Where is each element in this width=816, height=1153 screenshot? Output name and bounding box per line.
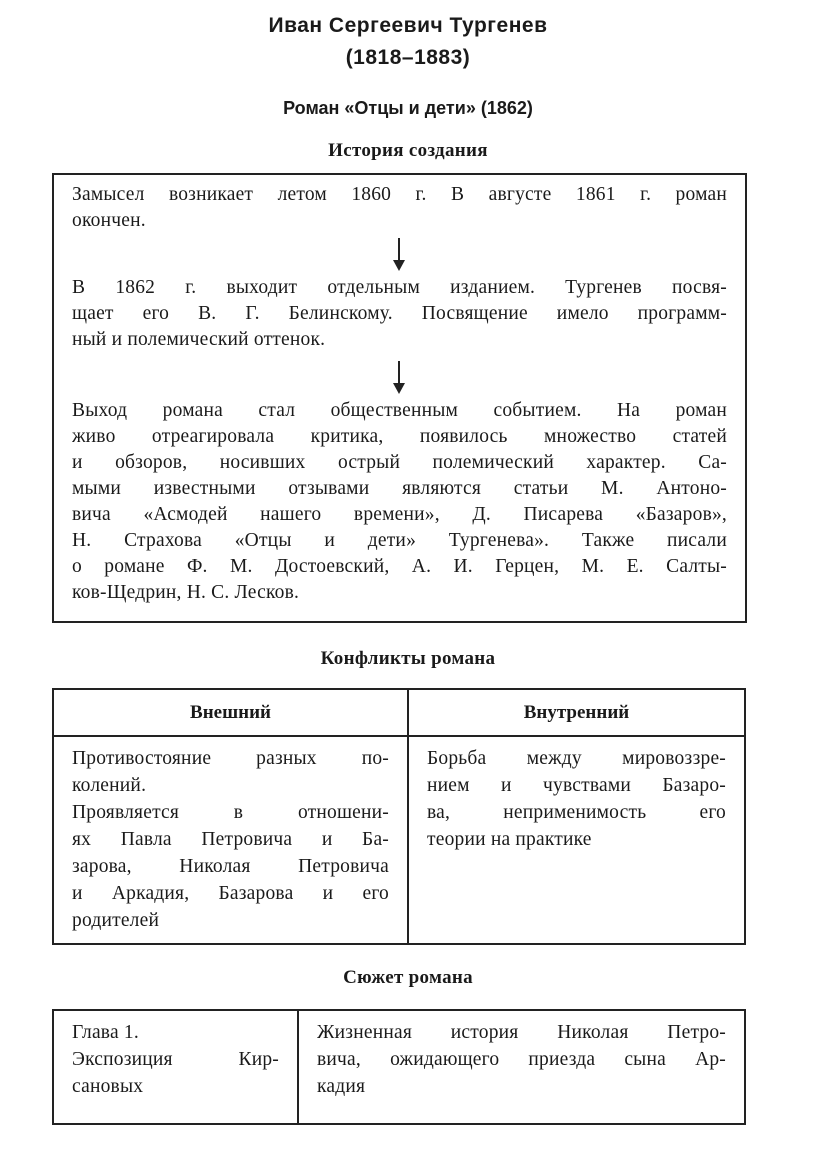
text-line: Н. Страхова «Отцы и дети» Тургенева». Также писали: [72, 530, 727, 551]
text-line: Борьба между мировоззре-: [427, 748, 726, 769]
history-paragraph-3: [72, 398, 727, 606]
text-line: колений.: [72, 775, 147, 796]
text-line: живо отреагировала критика, появилось множество статей: [72, 426, 727, 447]
text-line: ный и полемический оттенок.: [72, 329, 326, 350]
plot-description-text: [299, 1011, 744, 1100]
plot-chapter-text: [54, 1011, 297, 1100]
history-paragraph-2: [72, 275, 727, 353]
text-line: В 1862 г. выходит отдельным изданием. Тургенев посвя-: [72, 277, 727, 298]
text-line: теории на практике: [427, 829, 592, 850]
plot-heading: Сюжет романа: [343, 967, 473, 988]
external-conflict-header: Внешний: [53, 689, 408, 736]
external-conflict-text: [54, 737, 407, 934]
table-row: [53, 689, 745, 736]
text-line: вича «Асмодей нашего времени», Д. Писарева «Базаров»,: [72, 504, 727, 525]
down-arrow-icon: [389, 238, 409, 272]
history-paragraph-1: [72, 182, 727, 234]
text-line: ков-Щедрин, Н. С. Лесков.: [72, 582, 300, 603]
conflicts-table: [52, 688, 746, 945]
text-line: Противостояние разных по-: [72, 748, 389, 769]
text-line: зарова, Николая Петровича: [72, 856, 389, 877]
table-row: [53, 1010, 745, 1124]
novel-title: Роман «Отцы и дети» (1862): [283, 98, 533, 118]
text-line: Экспозиция Кир-: [72, 1049, 279, 1070]
author-name: Иван Сергеевич Тургенев: [268, 14, 548, 37]
internal-conflict-header: Внутренний: [408, 689, 745, 736]
table-row: [53, 736, 745, 944]
text-line: Проявляется в отношени-: [72, 802, 389, 823]
text-line: и обзоров, носивших острый полемический характер. Са-: [72, 452, 727, 473]
text-line: о романе Ф. М. Достоевский, А. И. Герцен, М. Е. Салты-: [72, 556, 727, 577]
text-line: кадия: [317, 1076, 366, 1097]
text-line: сановых: [72, 1076, 144, 1097]
text-line: вича, ожидающего приезда сына Ар-: [317, 1049, 726, 1070]
conflicts-heading: Конфликты романа: [320, 648, 496, 669]
text-line: Глава 1.: [72, 1022, 139, 1043]
author-years: (1818–1883): [345, 46, 471, 69]
history-box: [52, 173, 747, 623]
text-line: ва, неприменимость его: [427, 802, 726, 823]
text-line: нием и чувствами Базаро-: [427, 775, 726, 796]
text-line: щает его В. Г. Белинскому. Посвящение имело программ-: [72, 303, 727, 324]
text-line: Выход романа стал общественным событием. На роман: [72, 400, 727, 421]
text-line: окончен.: [72, 210, 146, 231]
internal-conflict-cell: [408, 736, 745, 944]
text-line: Замысел возникает летом 1860 г. В августе 1861 г. роман: [72, 184, 727, 205]
plot-description-cell: [298, 1010, 745, 1124]
history-heading: История создания: [328, 140, 488, 161]
text-line: мыми известными отзывами являются статьи М. Антоно-: [72, 478, 727, 499]
text-line: ях Павла Петровича и Ба-: [72, 829, 389, 850]
plot-chapter-cell: [53, 1010, 298, 1124]
text-line: и Аркадия, Базарова и его: [72, 883, 389, 904]
down-arrow-icon: [389, 361, 409, 395]
plot-table: [52, 1009, 746, 1125]
internal-conflict-text: [409, 737, 744, 853]
text-line: Жизненная история Николая Петро-: [317, 1022, 726, 1043]
text-line: родителей: [72, 910, 160, 931]
external-conflict-cell: [53, 736, 408, 944]
